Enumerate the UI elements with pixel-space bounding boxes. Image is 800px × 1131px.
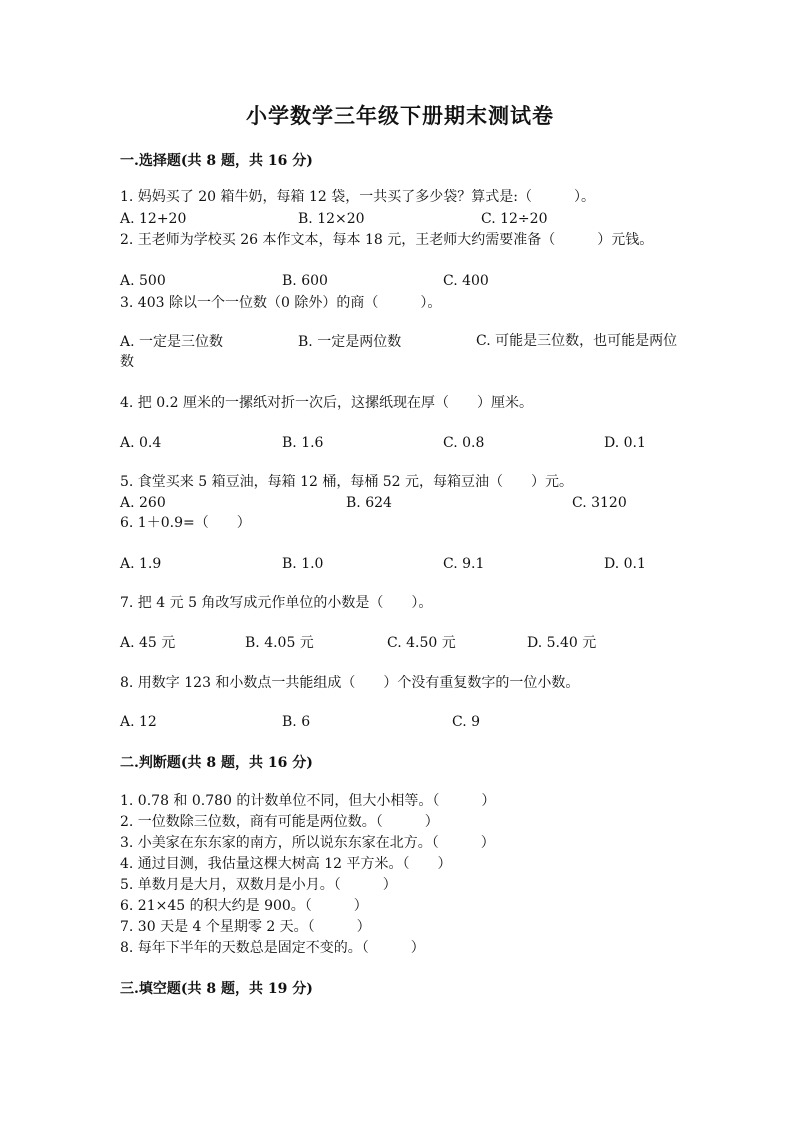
option-6d: D. 0.1 [604,556,646,572]
section-heading-choice: 一.选择题(共 8 题，共 16 分) [120,153,313,169]
option-8c: C. 9 [452,714,481,730]
option-4d: D. 0.1 [604,435,646,451]
judgment-item-7: 7. 30 天是 4 个星期零 2 天。（ ） [120,919,371,935]
option-1c: C. 12÷20 [481,211,548,227]
option-4b: B. 1.6 [282,435,324,451]
option-2b: B. 600 [282,273,328,289]
option-6b: B. 1.0 [282,556,324,572]
option-5b: B. 624 [346,495,392,511]
option-4a: A. 0.4 [120,435,162,451]
question-2: 2. 王老师为学校买 26 本作文本，每本 18 元，王老师大约需要准备（ ）元钱。 [120,232,654,248]
option-3b: B. 一定是两位数 [298,334,402,350]
question-5: 5. 食堂买来 5 箱豆油，每箱 12 桶，每桶 52 元，每箱豆油（ ）元。 [120,474,574,490]
judgment-item-4: 4. 通过目测，我估量这棵大树高 12 平方米。（ ） [120,856,452,872]
option-4c: C. 0.8 [443,435,485,451]
option-3c: C. 可能是三位数，也可能是两位数 [120,333,678,370]
option-7a: A. 45 元 [120,635,176,651]
judgment-item-2: 2. 一位数除三位数，商有可能是两位数。（ ） [120,814,439,830]
option-5a: A. 260 [120,495,166,511]
option-2a: A. 500 [120,273,166,289]
judgment-item-6: 6. 21×45 的积大约是 900。（ ） [120,898,368,914]
option-8b: B. 6 [282,714,311,730]
question-1: 1. 妈妈买了 20 箱牛奶，每箱 12 袋，一共买了多少袋？算式是:（ ）。 [120,189,595,205]
judgment-item-1: 1. 0.78 和 0.780 的计数单位不同，但大小相等。（ ） [120,793,496,809]
section-heading-fill: 三.填空题(共 8 题，共 19 分) [120,981,313,997]
option-3a: A. 一定是三位数 [120,334,224,350]
judgment-item-5: 5. 单数月是大月，双数月是小月。（ ） [120,877,397,893]
option-6c: C. 9.1 [443,556,485,572]
question-4: 4. 把 0.2 厘米的一摞纸对折一次后，这摞纸现在厚（ ）厘米。 [120,395,533,411]
option-7d: D. 5.40 元 [527,635,597,651]
option-5c: C. 3120 [572,495,627,511]
option-7b: B. 4.05 元 [245,635,314,651]
question-3: 3. 403 除以一个一位数（0 除外）的商（ ）。 [120,295,442,311]
option-1b: B. 12×20 [298,211,365,227]
judgment-item-3: 3. 小美家在东东家的南方，所以说东东家在北方。（ ） [120,835,495,851]
section-heading-judgment: 二.判断题(共 8 题，共 16 分) [120,755,313,771]
question-7: 7. 把 4 元 5 角改写成元作单位的小数是（ ）。 [120,595,433,611]
judgment-item-8: 8. 每年下半年的天数总是固定不变的。（ ） [120,940,425,956]
page-title: 小学数学三年级下册期末测试卷 [246,103,554,128]
option-1a: A. 12+20 [120,211,187,227]
option-7c: C. 4.50 元 [387,635,456,651]
option-6a: A. 1.9 [120,556,162,572]
option-2c: C. 400 [443,273,489,289]
question-6: 6. 1＋0.9=（ ） [120,515,251,531]
question-8: 8. 用数字 123 和小数点一共能组成（ ）个没有重复数字的一位小数。 [120,675,580,691]
option-8a: A. 12 [120,714,157,730]
